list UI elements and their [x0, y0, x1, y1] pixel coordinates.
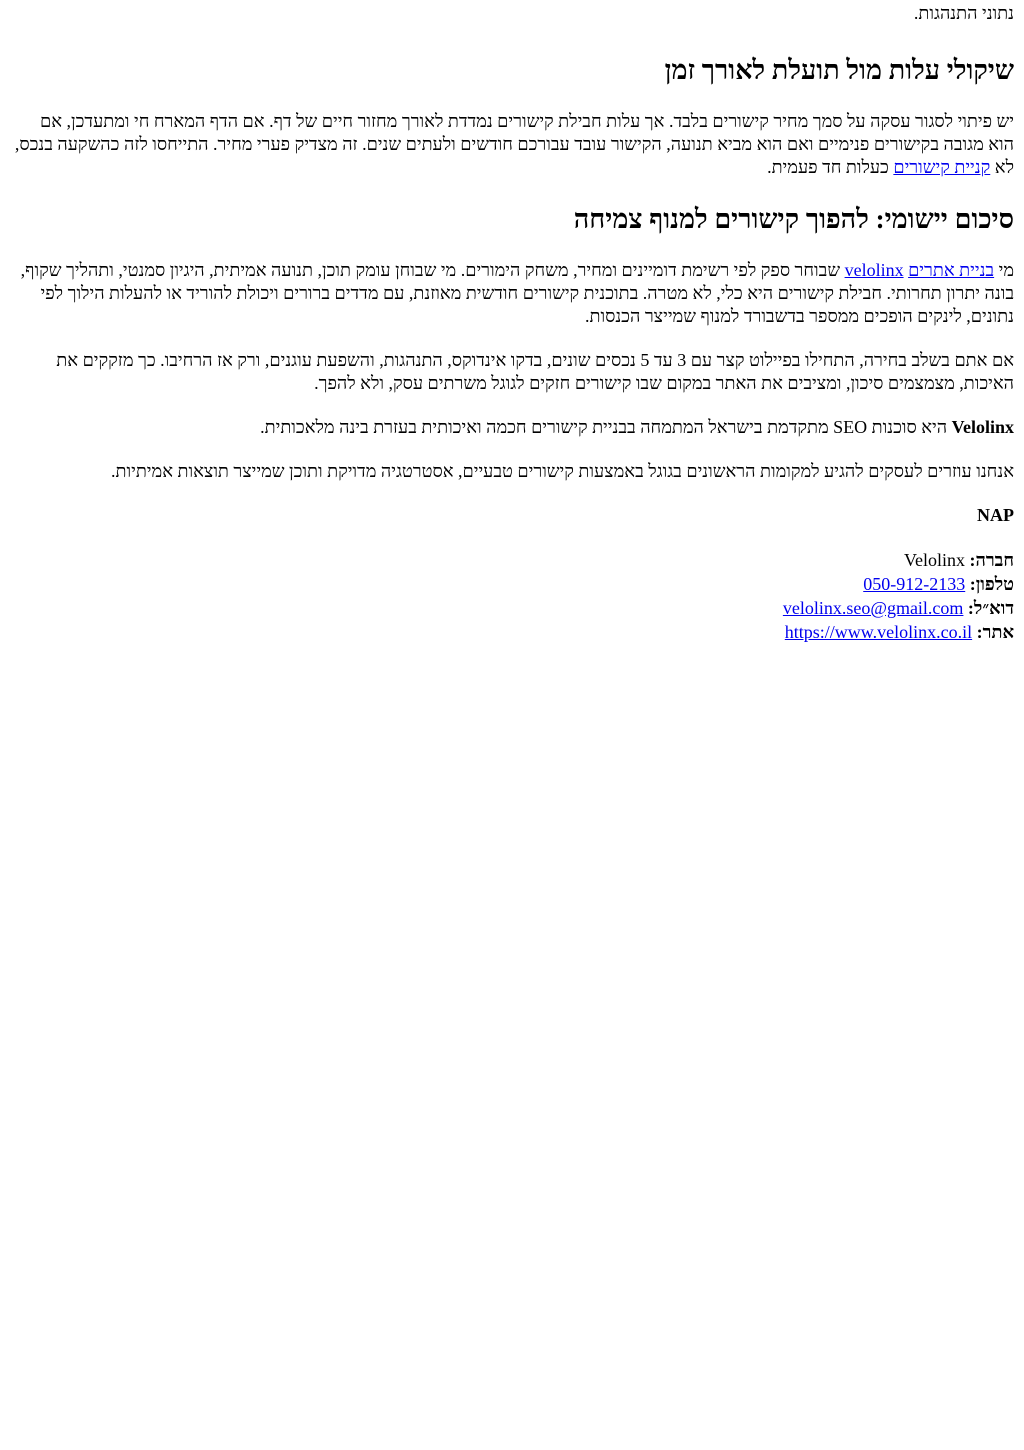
cost-section-heading: שיקולי עלות מול תועלת לאורך זמן	[664, 55, 1014, 85]
summary-section-heading: סיכום יישומי: להפוך קישורים למנוף צמיחה	[573, 204, 1014, 234]
summary-para1-rest: שבוחר ספק לפי רשימת דומיינים ומחיר, משחק הימורים. מי שבוחן עומק תוכן, תנועה אמיתית, היגיון סמנטי, ותהליך שקוף, בונה יתרון תחרותי. חבילת קישורים היא כלי, לא מטרה. בתוכנית קישורים חודשית מאוזנת, עם מדדים ברורים ויכולת להוריד או להעלות הילוך לפי נתונים, לינקים הופכים ממספר בדשבורד למנוף שמייצר הכנסות.	[20, 260, 1014, 326]
summary-paragraph-2: אם אתם בשלב בחירה, התחילו בפיילוט קצר עם 3 עד 5 נכסים שונים, בדקו אינדוקס, התנהגות, והשפעת עוגנים, ורק אז הרחיבו. כך מזקקים את האיכות, מצמצמים סיכון, ומציבים את האתר במקום שבו קישורים חזקים לגוגל משרתים עסק, ולא להפך.	[56, 350, 1014, 393]
nap-email-row	[14, 596, 1014, 620]
cost-section-paragraph	[14, 110, 1014, 179]
website-building-link[interactable]: בניית אתרים	[908, 260, 995, 280]
about-paragraph	[14, 416, 1014, 439]
summary-paragraph-1	[14, 259, 1014, 328]
nap-site-row	[14, 620, 1014, 644]
intro-tail-text: נתוני התנהגות.	[913, 3, 1014, 23]
nap-phone-row	[14, 572, 1014, 596]
email-link[interactable]: velolinx.seo@gmail.com	[782, 598, 964, 618]
cost-para-text-after: כעלות חד פעמית.	[767, 157, 894, 177]
nap-company-label: חברה:	[969, 550, 1014, 570]
about-description: היא סוכנות SEO מתקדמת בישראל המתמחה בבניית קישורים חכמה ואיכותית בעזרת בינה מלאכותית.	[260, 417, 952, 437]
article-body	[0, 2, 1024, 644]
summary-para1-prefix: מי	[994, 260, 1014, 280]
nap-email-label: דוא״ל:	[967, 598, 1014, 618]
velolinx-link[interactable]: velolinx	[844, 260, 904, 280]
website-link[interactable]: https://www.velolinx.co.il	[784, 622, 973, 642]
nap-phone-label: טלפון:	[969, 574, 1014, 594]
phone-link[interactable]: 050-912-2133	[863, 574, 966, 594]
buy-links-link[interactable]: קניית קישורים	[893, 157, 991, 177]
nap-company-row	[14, 548, 1014, 572]
nap-site-label: אתר:	[976, 622, 1014, 642]
nap-title: NAP	[977, 505, 1014, 525]
nap-details	[14, 548, 1014, 644]
cost-para-text-before: יש פיתוי לסגור עסקה על סמך מחיר קישורים בלבד. אך עלות חבילת קישורים נמדדת לאורך מחזור חיים של דף. אם הדף המארח חי ומתעדכן, אם הוא מגובה בקישורים פנימיים ואם הוא מביא תנועה, הקישור עובד עבורכם חודשים ולעתים שנים. זה מצדיק פערי מחיר. התייחסו לזה כהשקעה בנכס, לא	[14, 111, 1014, 177]
about-brand-name: Velolinx	[951, 417, 1014, 437]
mission-paragraph: אנחנו עוזרים לעסקים להגיע למקומות הראשונים בגוגל באמצעות קישורים טבעיים, אסטרטגיה מדויקת ותוכן שמייצר תוצאות אמיתיות.	[111, 461, 1014, 481]
nap-company-value: Velolinx	[903, 550, 965, 570]
